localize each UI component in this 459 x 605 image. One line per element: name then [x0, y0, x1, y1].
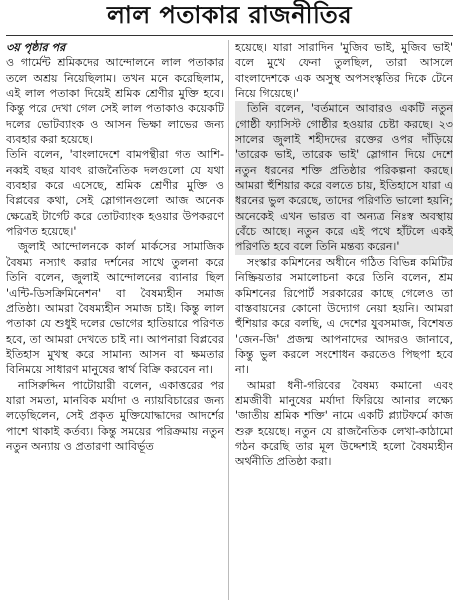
- right-column: [235, 40, 453, 600]
- left-paragraph-4: নাসিরুদ্দিন পাটোয়ারী বলেন, একাত্তরের পর যারা সমতা, মানবিক মর্যাদা ও ন্যায়বিচারের জন্য লড়েছিলেন, সেই প্রকৃত মুক্তিযোদ্ধাদের আদর্শের পাশে থাকাই কর্তব্য। কিন্তু সময়ের পরিক্রমায় নতুন নতুন অন্যায় ও প্রতারণা আবির্ভূত: [6, 378, 224, 453]
- left-column: [6, 40, 224, 600]
- column-divider: [228, 40, 229, 600]
- continuation-kicker: ৩য় পৃষ্ঠার পর: [6, 41, 66, 54]
- left-paragraph-2: তিনি বলেন, 'বাংলাদেশে বামপন্থীরা গত আশি-নব্বই বছর যাবৎ রাজনৈতিক দলগুলো যে যথা ব্যবহার করে এসেছে, শ্রমিক শ্রেণীর মুক্তি ও বিপ্লবের কথা, সেই স্লোগানগুলো আজ অনেক ক্ষেত্রেই টার্গেট করে তোটব্যাংক হওয়ার উপকরণে পরিণত হয়েছে।': [6, 148, 224, 239]
- headline: লাল পতাকার রাজনীতির: [106, 1, 353, 29]
- right-paragraph-3: সংস্কার কমিশনের অধীনে গঠিত বিভিন্ন কমিটির নিষ্ক্রিয়তার সমালোচনা করে তিনি বলেন, শ্রম কমিশনের রিপোর্ট সরকারের কাছে গেলেও তা বাস্তবায়নের কোনো উদ্যোগ নেয়া হয়নি। আমরা হুঁশিয়ার করে বলছি, এ দেশের যুবসমাজ, বিশেষত 'জেন-জি' প্রজন্ম আপনাদের আদরও জানাবে, কিন্তু ভুল করলে সংশোধন করতেও পিছপা হবে না।: [235, 255, 453, 377]
- right-paragraph-1: হয়েছে। যারা সারাদিন 'মুজিব ভাই, মুজিব ভাই' বলে মুখে ফেনা তুলছিল, তারা আসলে বাংলাদেশকে এক অসুস্থ অপসংস্কৃতির দিকে টেনে নিয়ে গিয়েছে।': [235, 41, 453, 101]
- headline-rule: [6, 35, 453, 36]
- left-paragraph-3: জুলাই আন্দোলনকে কার্ল মার্কসের সামাজিক বৈষম্য নস্যাৎ করার দর্শনের সাথে তুলনা করে তিনি বলেন, জুলাই আন্দোলনের ব্যানার ছিল 'এন্টি-ডিসক্রিমিনেশন' বা বৈষম্যহীন সমাজ প্রতিষ্ঠা। আমরা বৈষম্যহীন সমাজ চাই। কিন্তু লাল পতাকা যে শুধুই দলের ভোগের হাতিয়ারে পরিণত হবে, তা আমরা দেখতে চাই না। আপনারা বিপ্লবের ইতিহাস মুখস্থ করে সামান্য আসন বা ক্ষমতার বিনিময়ে সাধারণ মানুষের স্বার্থ বিক্রি করবেন না।: [6, 240, 224, 377]
- right-paragraph-4: আমরা ধনী-গরিবের বৈষম্য কমানো এবং শ্রমজীবী মানুষের মর্যাদা ফিরিয়ে আনার লক্ষ্যে 'জাতীয় শ্রমিক শক্তি' নামে একটি প্ল্যাটফর্মে কাজ শুরু হয়েছে। নতুন যে রাজনৈতিক লেখা-কাঠামো গঠন করেছি তার মূল উদ্দেশ্যই হলো বৈষম্যহীন অর্থনীতি প্রতিষ্ঠা করা।: [235, 378, 453, 469]
- right-paragraph-2: তিনি বলেন, 'বর্তমানে আবারও একটি নতুন গোষ্ঠী ফ্যাসিস্ট গোষ্ঠীর হওয়ার চেষ্টা করছে। ২৩ সালের জুলাই শহীদদের রক্তের ওপর দাঁড়িয়ে 'তারেক ভাই, তারেক ভাই' স্লোগান দিয়ে দেশে নতুন ধরনের শক্তি প্রতিষ্ঠার পরিকল্পনা করছে। আমরা হুঁশিয়ার করে বলতে চায়, ইতিহাসে যারা এ ধরনের ভুল করেছে, তাদের পরিণতি ভালো হয়নি; অনেকেই এখন ভারত বা অন্যত্র নিঃস্ব অবস্থায় বেঁচে আছে। নতুন করে এই পথে হাঁটলে একই পরিণতি হবে বলে তিনি মন্তব্য করেন।': [235, 102, 453, 254]
- left-paragraph-1: ও গার্মেন্ট শ্রমিকদের আন্দোলনে লাল পতাকার তলে অশ্রয় নিয়েছিলাম। তখন মনে করেছিলাম, এই লাল পতাকা দিয়েই শ্রমিক শ্রেণীর মুক্তি হবে। কিন্তু পরে দেখা গেল সেই লাল পতাকাও কয়েকটি দলের ভোটব্যাংক ও আসন ভিক্ষা লাভের জন্য ব্যবহার করা হয়েছে।: [6, 56, 224, 147]
